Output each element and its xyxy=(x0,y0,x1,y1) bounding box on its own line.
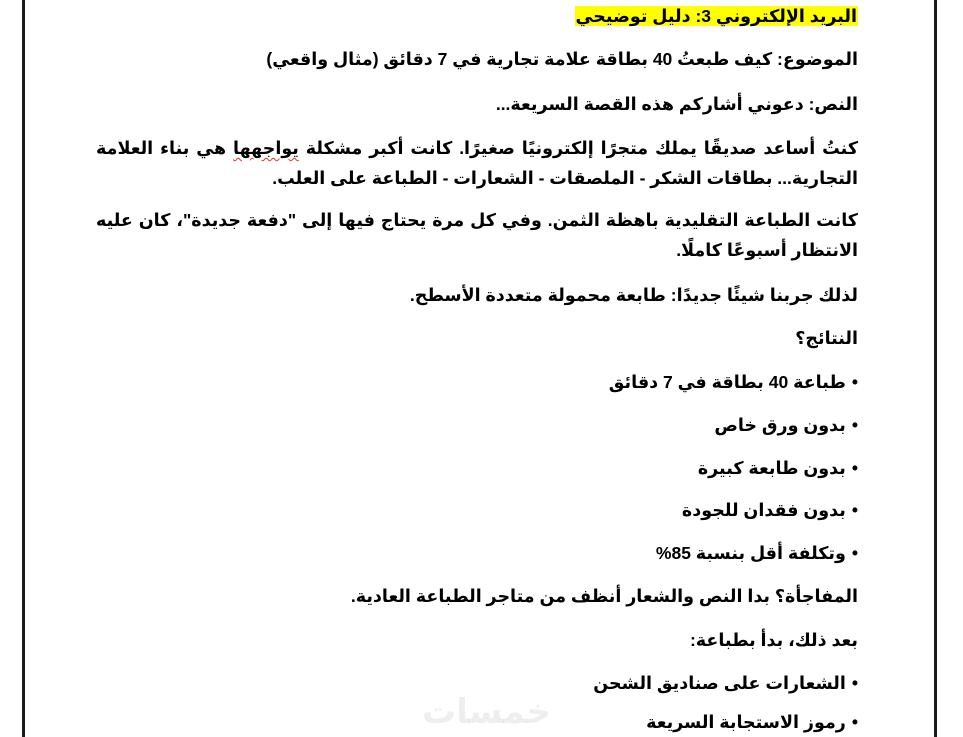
list-item xyxy=(593,671,858,695)
spellcheck-flagged-word: يواجهها xyxy=(233,138,299,158)
document-heading xyxy=(575,4,858,28)
bullet-icon: • xyxy=(851,673,858,693)
list-item-text: طباعة 40 بطاقة في 7 دقائق xyxy=(608,372,846,392)
paragraph-1 xyxy=(96,133,858,193)
watermark-logo: خمسات xyxy=(422,693,551,731)
list-item xyxy=(698,456,858,480)
body-intro: النص: دعوني أشاركم هذه القصة السريعة... xyxy=(495,94,858,114)
list-item-text: رموز الاستجابة السريعة xyxy=(646,712,846,732)
list-item-text: وتكلفة أقل بنسبة 85% xyxy=(655,543,846,563)
bullet-icon: • xyxy=(851,500,858,520)
page-left-edge xyxy=(22,0,25,737)
paragraph-1-end: هي بناء العلامة التجارية... بطاقات الشكر - الملصقات - الشعارات - الطباعة على العلب. xyxy=(96,138,858,188)
paragraph-2: كانت الطباعة التقليدية باهظة الثمن. وفي كل مرة يحتاج فيها إلى "دفعة جديدة"، كان عليه الانتظار أسبوعًا كاملًا. xyxy=(96,210,858,260)
list-item-text: بدون طابعة كبيرة xyxy=(697,458,846,478)
after-label: بعد ذلك، بدأ بطباعة: xyxy=(689,630,858,650)
subject-line: الموضوع: كيف طبعتُ 40 بطاقة علامة تجارية في 7 دقائق (مثال واقعي) xyxy=(266,49,858,69)
bullet-icon: • xyxy=(851,712,858,732)
list-item xyxy=(609,370,858,394)
bullet-icon: • xyxy=(851,372,858,392)
list-item-text: الشعارات على صناديق الشحن xyxy=(593,673,846,693)
paragraph-3: لذلك جربنا شيئًا جديدًا: طابعة محمولة متعددة الأسطح. xyxy=(409,285,858,305)
list-item xyxy=(656,541,858,565)
list-item xyxy=(682,498,858,522)
bullet-icon: • xyxy=(851,415,858,435)
list-item xyxy=(714,413,858,437)
list-item-text: بدون فقدان للجودة xyxy=(681,500,846,520)
bullet-icon: • xyxy=(851,543,858,563)
surprise-paragraph: المفاجأة؟ بدا النص والشعار أنظف من متاجر الطباعة العادية. xyxy=(350,586,858,606)
list-item-text: بدون ورق خاص xyxy=(714,415,846,435)
heading-highlight: البريد الإلكتروني 3: دليل توضيحي xyxy=(575,6,857,26)
paragraph-1-start: كنتُ أساعد صديقًا يملك متجرًا إلكترونيًا صغيرًا. كانت أكبر مشكلة xyxy=(298,138,859,158)
page-right-edge xyxy=(934,0,937,737)
bullet-icon: • xyxy=(851,458,858,478)
results-label: النتائج؟ xyxy=(795,328,858,348)
list-item xyxy=(646,710,858,734)
